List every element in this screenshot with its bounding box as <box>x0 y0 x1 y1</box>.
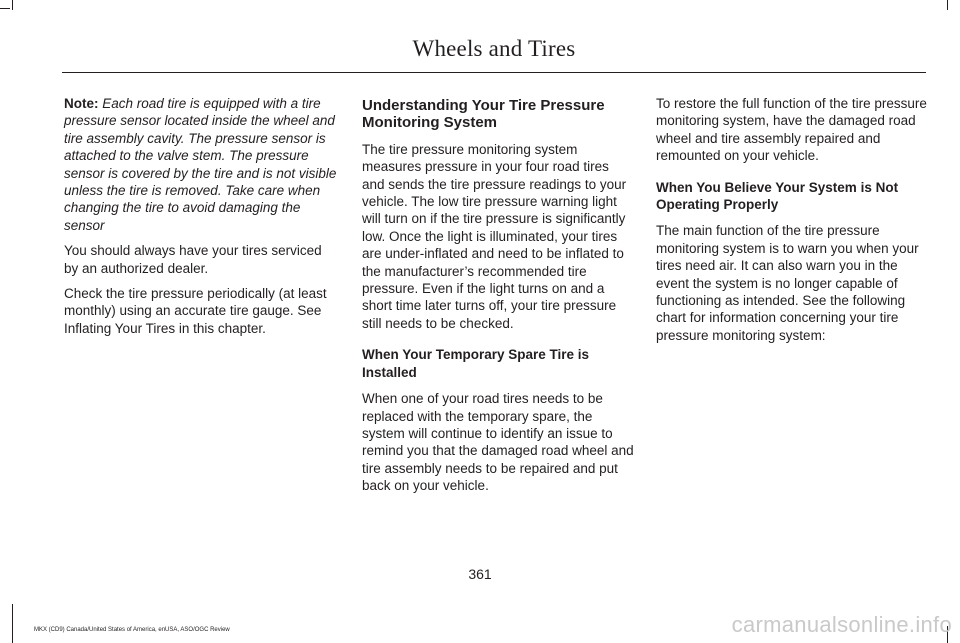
column-left <box>64 95 338 345</box>
page-header <box>62 32 926 73</box>
document-footer: MKX (CD9) Canada/United States of America, enUSA, ASO/OGC Review <box>34 627 230 633</box>
watermark: carmanualsonline.info <box>731 612 952 637</box>
crop-mark-top-left-vertical <box>12 0 13 10</box>
body-paragraph: The main function of the tire pressure monitoring system is to warn you when your tires need air. It can also warn you in the event the system is no longer capable of functioning as intended. See the following chart for information concerning your tire pressure monitoring system: <box>656 223 919 343</box>
crop-mark-top-left <box>0 8 10 9</box>
section-heading: Understanding Your Tire Pressure Monitoring System <box>362 97 605 132</box>
page-title: Wheels and Tires <box>412 36 576 61</box>
crop-mark-bottom-left <box>12 604 13 643</box>
body-paragraph: To restore the full function of the tire pressure monitoring system, have the damaged road wheel and tire assembly repaired and remounted on your vehicle. <box>656 96 927 164</box>
body-paragraph: When one of your road tires needs to be replaced with the temporary spare, the system will continue to identify an issue to remind you that the damaged road wheel and tire assembly needs to be repaired and put back on your vehicle. <box>362 391 634 494</box>
body-paragraph: The tire pressure monitoring system measures pressure in your four road tires and sends the tire pressure readings to your vehicle. The low tire pressure warning light will turn on if the tire pressure is significantly low. Once the light is illuminated, your tires are under-inflated and need to be inflated to the manufacturer’s recommended tire pressure. Even if the light turns on and a short time later turns off, your tire pressure still needs to be checked. <box>362 141 627 331</box>
column-right <box>656 95 928 352</box>
subsection-heading: When Your Temporary Spare Tire is Installed <box>362 347 590 380</box>
crop-mark-top-right <box>947 0 948 10</box>
note-label: Note: <box>64 96 99 111</box>
subsection-heading: When You Believe Your System is Not Operating Properly <box>656 179 899 213</box>
note-paragraph <box>64 95 338 234</box>
body-paragraph: You should always have your tires serviced by an authorized dealer. <box>64 243 322 276</box>
page-number: 361 <box>468 566 492 582</box>
body-paragraph: Check the tire pressure periodically (at least monthly) using an accurate tire gauge. See Inflating Your Tires in this chapter. <box>64 286 327 336</box>
column-middle <box>362 95 634 503</box>
note-text: Each road tire is equipped with a tire pressure sensor located inside the wheel and tire assembly cavity. The pressure sensor is attached to the valve stem. The pressure sensor is covered by the tire and is not visible unless the tire is removed. Take care when changing the tire to avoid damaging the sensor <box>64 96 337 233</box>
